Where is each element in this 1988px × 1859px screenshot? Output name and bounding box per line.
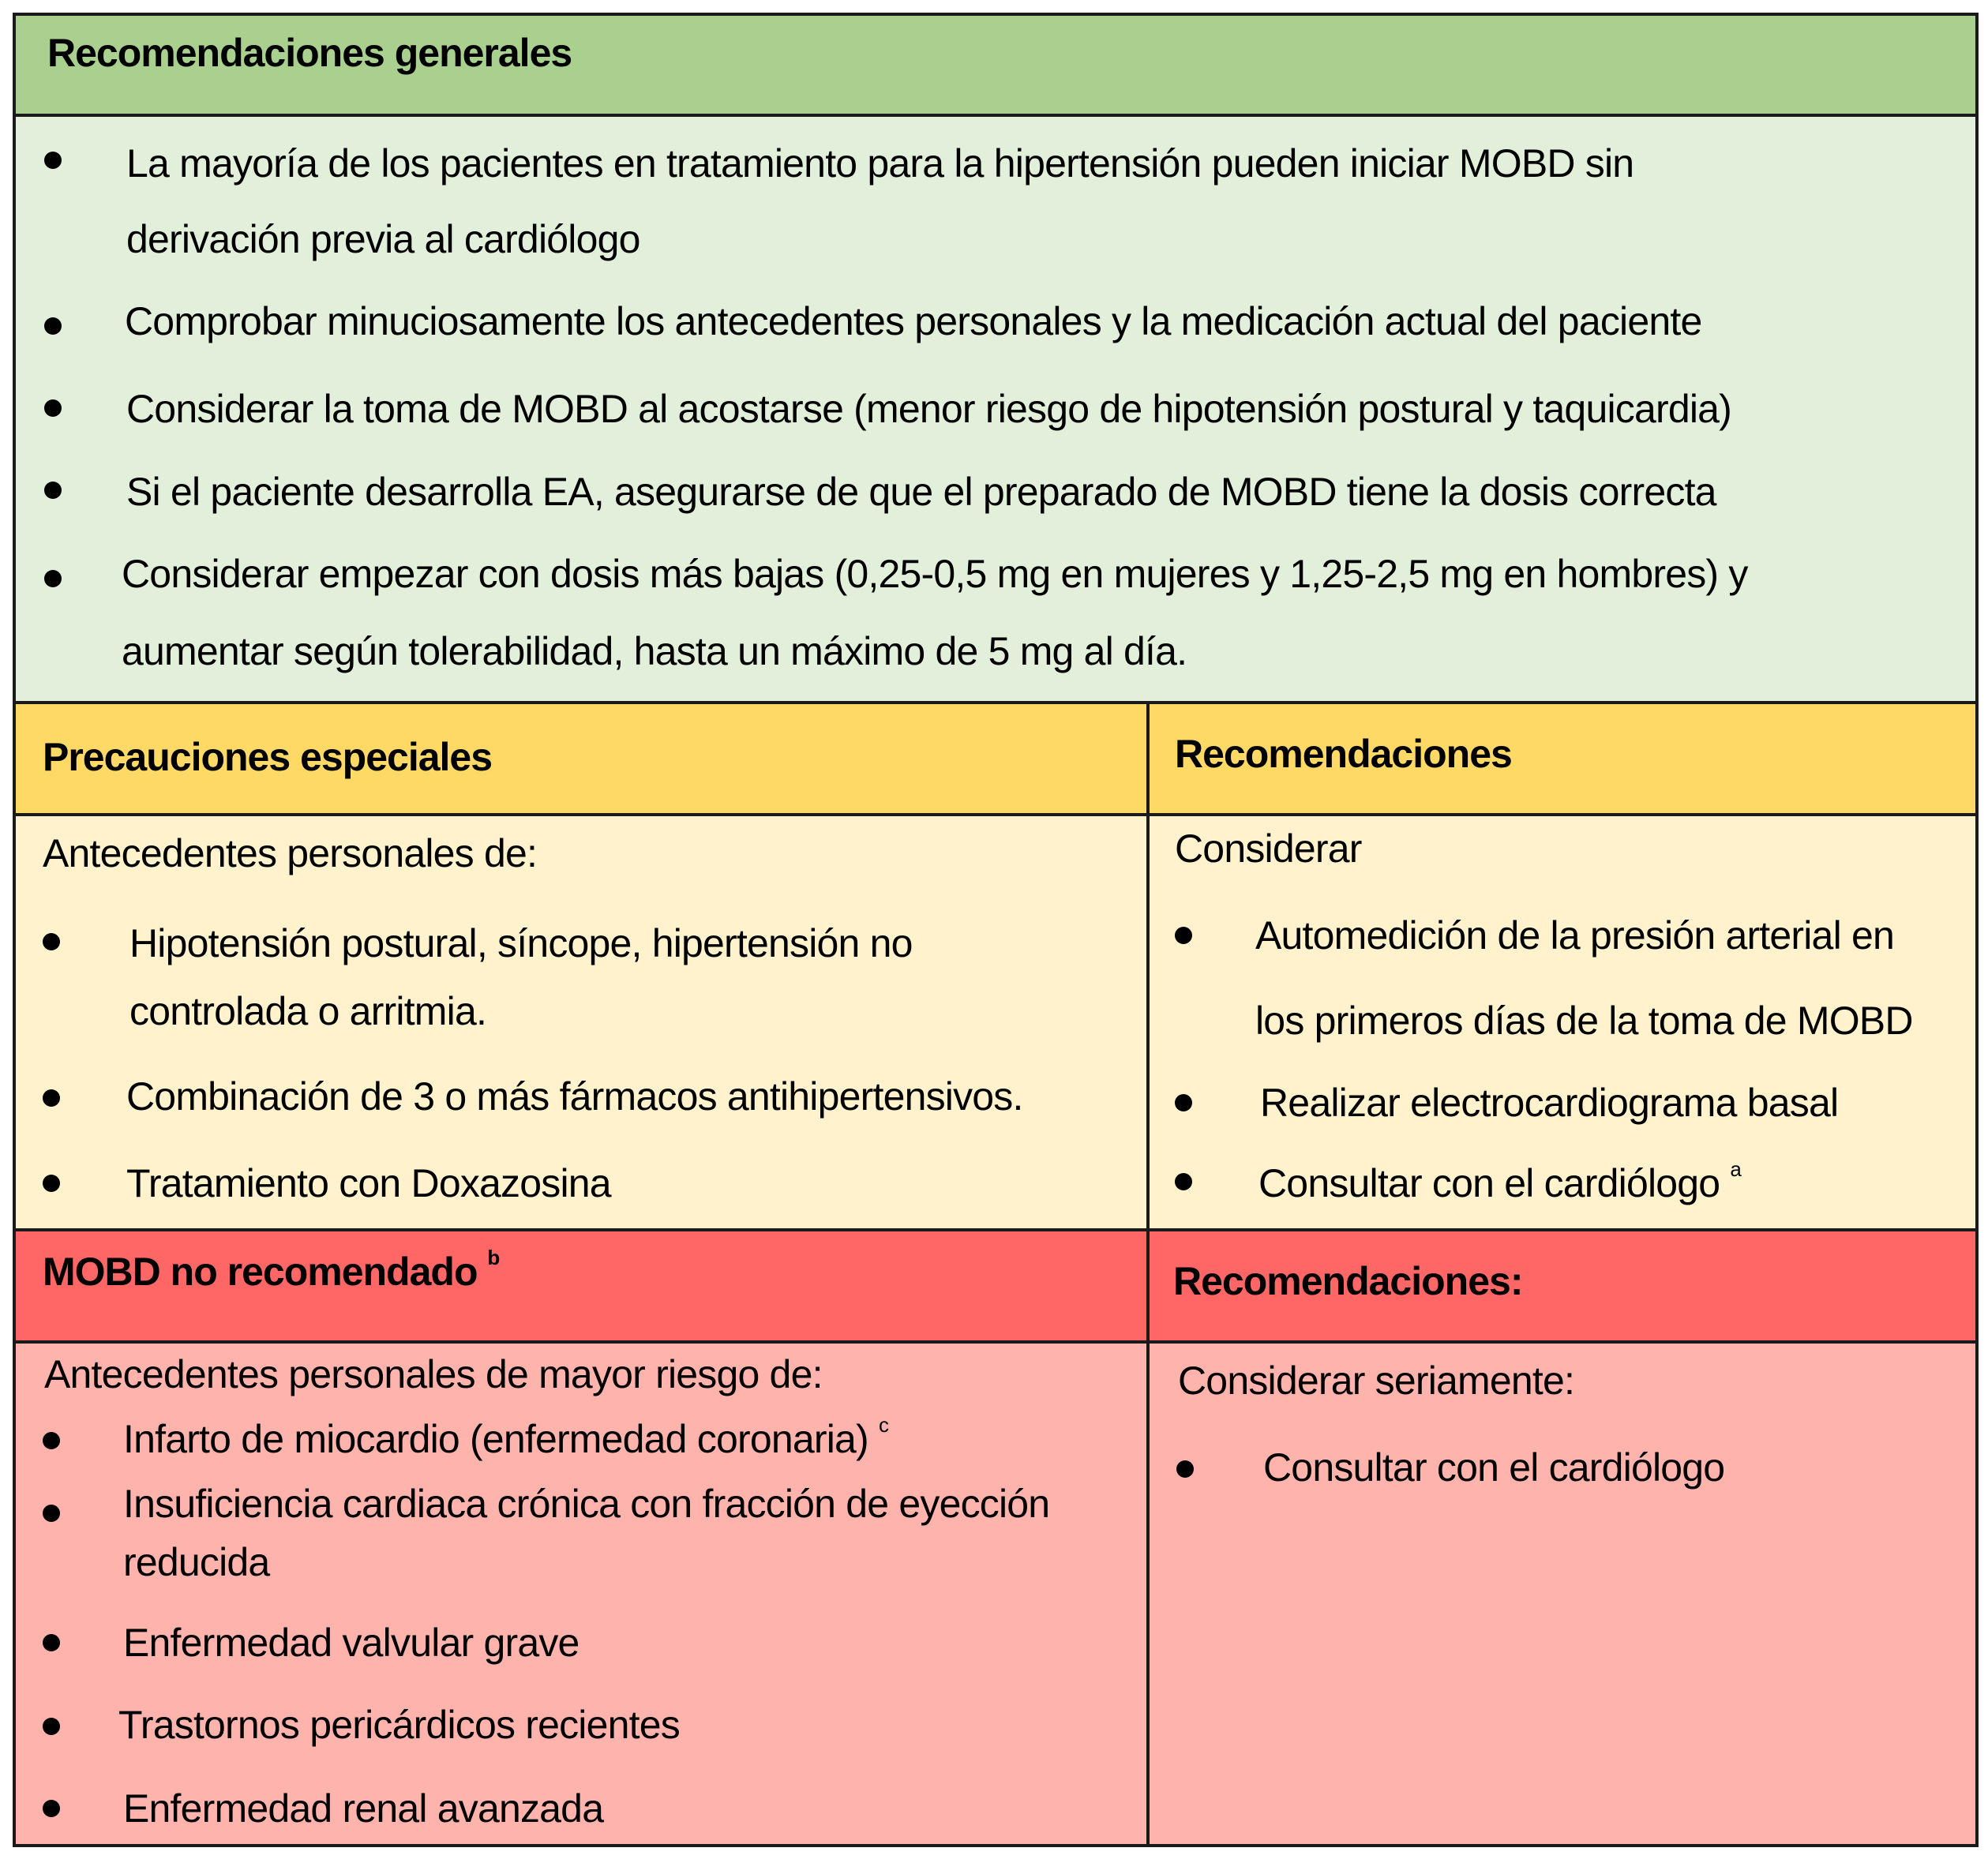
general-body xyxy=(16,117,1975,701)
precautions-recs-item-2: Realizar electrocardiograma basal xyxy=(1260,1081,1839,1125)
general-item-3: Considerar la toma de MOBD al acostarse (menor riesgo de hipotensión postural y taquicardia) xyxy=(126,387,1731,431)
precautions-recs-item-1-line-1: Automedición de la presión arterial en xyxy=(1255,913,1894,958)
precautions-header xyxy=(16,704,1975,813)
bullet-icon xyxy=(43,1432,60,1449)
precautions-intro: Antecedentes personales de: xyxy=(43,831,538,875)
not-recommended-recs-title: Recomendaciones: xyxy=(1173,1259,1523,1303)
bullet-icon xyxy=(1175,1094,1192,1111)
not-recommended-body xyxy=(16,1344,1975,1844)
bullet-icon xyxy=(43,1505,60,1522)
bullet-icon xyxy=(44,152,62,169)
precautions-item-3: Tratamiento con Doxazosina xyxy=(126,1161,611,1205)
precautions-recs-title: Recomendaciones xyxy=(1175,732,1512,776)
column-divider xyxy=(1146,701,1150,1844)
precautions-title: Precauciones especiales xyxy=(43,735,493,779)
not-recommended-item-1 xyxy=(123,1413,889,1461)
precautions-recs-item-3 xyxy=(1258,1157,1742,1205)
general-item-1-line-1: La mayoría de los pacientes en tratamiento para la hipertensión pueden iniciar MOBD sin xyxy=(126,141,1634,186)
general-item-5-line-2: aumentar según tolerabilidad, hasta un máximo de 5 mg al día. xyxy=(122,629,1187,673)
general-header xyxy=(16,16,1975,114)
not-recommended-item-3: Enfermedad valvular grave xyxy=(123,1621,580,1665)
general-item-2: Comprobar minuciosamente los antecedentes personales y la medicación actual del paciente xyxy=(125,299,1702,343)
precautions-item-1-line-2: controlada o arritmia. xyxy=(129,989,487,1033)
not-recommended-item-2-line-1: Insuficiencia cardiaca crónica con fracción de eyección xyxy=(123,1482,1050,1526)
bullet-icon xyxy=(43,1800,60,1817)
precautions-body xyxy=(16,816,1975,1228)
bullet-icon xyxy=(44,317,62,335)
bullet-icon xyxy=(1175,927,1192,944)
precautions-item-2: Combinación de 3 o más fármacos antihipertensivos. xyxy=(126,1074,1023,1119)
not-recommended-recs-intro: Considerar seriamente: xyxy=(1178,1359,1575,1403)
general-item-1-line-2: derivación previa al cardiólogo xyxy=(126,217,640,261)
bullet-icon xyxy=(43,1089,60,1107)
not-recommended-item-1-text: Infarto de miocardio (enfermedad coronaria) xyxy=(123,1417,868,1461)
recommendations-table xyxy=(13,13,1979,1847)
bullet-icon xyxy=(43,933,60,950)
bullet-icon xyxy=(1176,1460,1194,1478)
precautions-recs-item-1-line-2: los primeros días de la toma de MOBD xyxy=(1255,999,1913,1043)
precautions-recs-item-3-text: Consultar con el cardiólogo xyxy=(1258,1161,1720,1205)
precautions-item-1-line-1: Hipotensión postural, síncope, hipertensión no xyxy=(129,921,913,965)
not-recommended-header xyxy=(16,1231,1975,1340)
bullet-icon xyxy=(1175,1173,1192,1190)
not-recommended-item-2-line-2: reducida xyxy=(123,1540,270,1584)
precautions-recs-intro: Considerar xyxy=(1175,826,1362,871)
not-recommended-title xyxy=(43,1246,500,1295)
bullet-icon xyxy=(43,1175,60,1192)
footnote-a: a xyxy=(1730,1157,1742,1181)
general-item-4: Si el paciente desarrolla EA, asegurarse de que el preparado de MOBD tiene la dosis correcta xyxy=(126,470,1716,514)
bullet-icon xyxy=(44,482,62,499)
general-item-5-line-1: Considerar empezar con dosis más bajas (0,25-0,5 mg en mujeres y 1,25-2,5 mg en hombres) y xyxy=(122,552,1748,596)
not-recommended-item-4: Trastornos pericárdicos recientes xyxy=(118,1703,680,1747)
not-recommended-recs-item-1: Consultar con el cardiólogo xyxy=(1263,1445,1725,1490)
footnote-c: c xyxy=(878,1413,889,1437)
bullet-icon xyxy=(43,1634,60,1651)
not-recommended-title-text: MOBD no recomendado xyxy=(43,1250,478,1294)
footnote-b: b xyxy=(487,1246,500,1269)
not-recommended-item-5: Enfermedad renal avanzada xyxy=(123,1786,604,1831)
bullet-icon xyxy=(44,399,62,417)
bullet-icon xyxy=(44,570,62,587)
general-title: Recomendaciones generales xyxy=(47,31,572,75)
bullet-icon xyxy=(43,1718,60,1735)
not-recommended-intro: Antecedentes personales de mayor riesgo de: xyxy=(44,1352,823,1396)
